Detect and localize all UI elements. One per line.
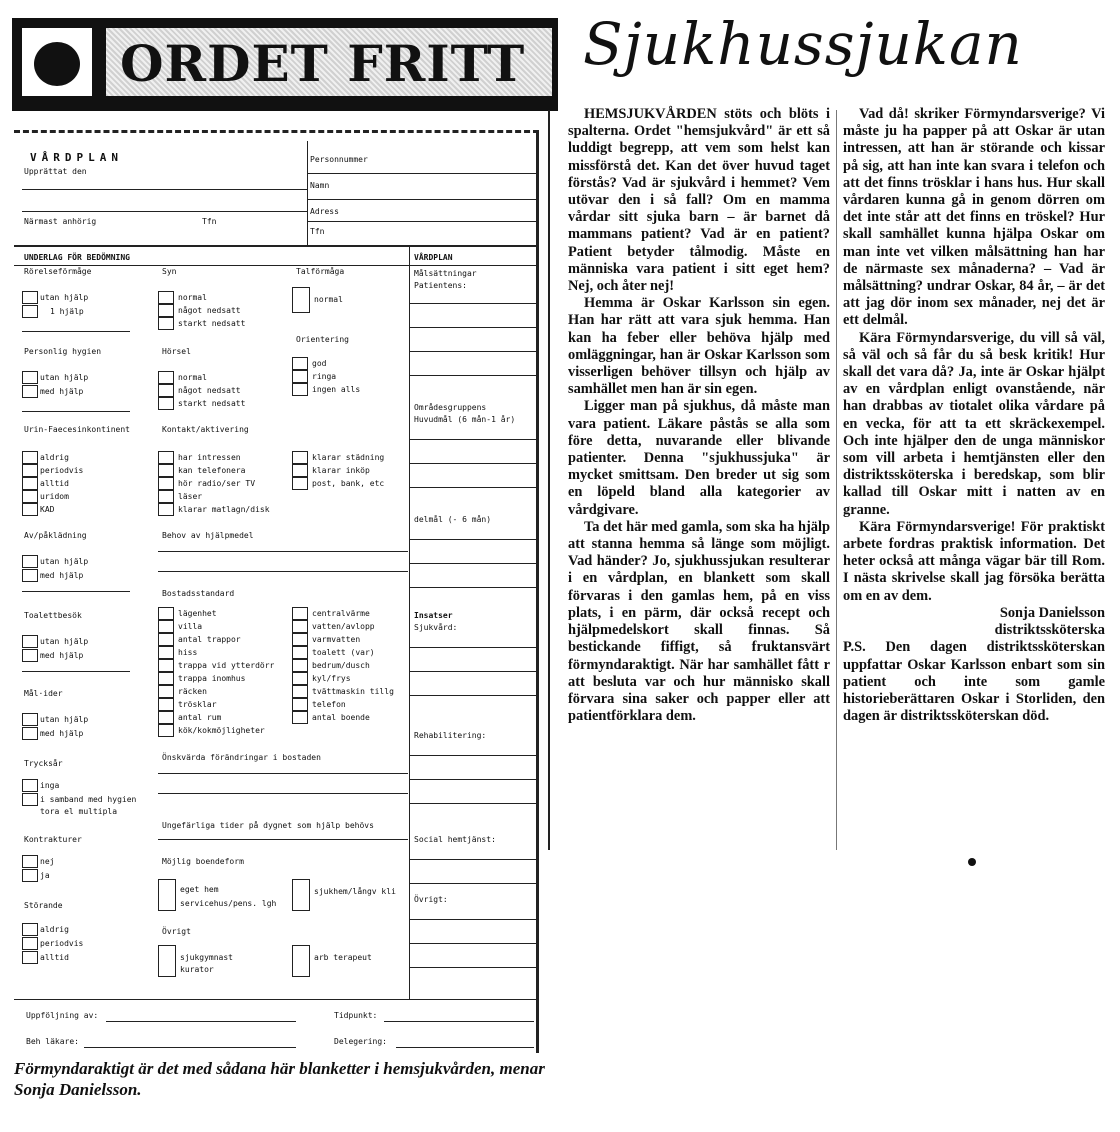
checkbox[interactable] [158,451,174,464]
checkbox[interactable] [158,711,174,724]
form-option: eget hem [180,885,219,894]
care-plan-form [14,130,539,1053]
form-heading-paklad: Av/påklädning [24,531,87,540]
signature-title: distriktssköterska [994,622,1105,639]
form-option: trappa vid ytterdörr [178,661,275,670]
form-option: periodvis [40,939,84,948]
form-option: kök/kokmöjligheter [178,726,265,735]
article-headline: Sjukhussjukan [583,10,1023,78]
form-option: utan hjälp [40,557,89,566]
article-postscript: P.S. Den dagen distriktssköterskan uppfattar Oskar Karlsson enbart som sin patient och inte som gamle historieberättaren Oskar i Storliden, den dagen är distriktssköterskan död. [843,639,1105,725]
form-option: med hjälp [40,571,84,580]
form-heading-onskvarda: Önskvärda förändringar i bostaden [162,753,321,762]
checkbox[interactable] [292,607,308,620]
checkbox[interactable] [158,490,174,503]
form-heading-ungefar: Ungefärliga tider på dygnet som hjälp behövs [162,821,374,830]
form-heading-syn: Syn [162,267,177,276]
form-vardplan-heading: VÅRDPLAN [414,253,453,262]
form-option: antal trappor [178,635,241,644]
checkbox[interactable] [158,620,174,633]
form-option: telefon [312,700,346,709]
checkbox[interactable] [22,371,38,384]
article-column-2 [843,106,1105,725]
form-option: varmvatten [312,635,361,644]
form-option: kyl/frys [312,674,351,683]
checkbox[interactable] [158,633,174,646]
checkbox[interactable] [22,937,38,950]
form-label-social: Social hemtjänst: [414,835,496,844]
checkbox[interactable] [158,698,174,711]
article-column-1 [568,106,830,725]
checkbox[interactable] [22,503,38,516]
checkbox[interactable] [292,711,308,724]
form-option: aldrig [40,453,69,462]
form-label-namn: Namn [310,181,330,190]
form-option: periodvis [40,466,84,475]
checkbox[interactable] [292,633,308,646]
form-option: klarar matlagn/disk [178,505,270,514]
form-option: normal [314,295,343,304]
form-option: klarar inköp [312,466,370,475]
checkbox[interactable] [292,672,308,685]
form-option: antal boende [312,713,370,722]
checkbox[interactable] [292,620,308,633]
form-label-rehabilitering: Rehabilitering: [414,731,487,740]
checkbox[interactable] [292,685,308,698]
form-caption: Förmyndaraktigt är det med sådana här blanketter i hemsjukvården, menar Sonja Danielsson. [14,1059,545,1099]
checkbox[interactable] [292,383,308,396]
checkbox[interactable] [22,635,38,648]
form-label-huvudmal: Huvudmål (6 mån-1 år) [414,415,516,424]
form-option: har intressen [178,453,241,462]
checkbox[interactable] [292,945,310,977]
form-option: ringa [312,372,337,381]
section-header-title-box [104,26,554,98]
form-heading-ovrigt: Övrigt [162,927,191,936]
form-option: alltid [40,479,69,488]
checkbox[interactable] [22,464,38,477]
article-paragraph: Kära Förmyndarsverige, du vill så väl, så väl och så får du så besk kritik! Hur skall det vara då? Ja, inte är Oskar hjälpt av en vårdplan enligt ovanstående, när han drabbas av tiotalet olika vårdare på en vecka, för att ta ett skräckexempel. Och inte hjälper den de unga människor som vill arbeta i hemtjänsten eller den distriktssköterska i beredskap, som blir kallad till Oskar mitt i natten av en granne. [843,329,1105,518]
form-option: starkt nedsatt [178,319,246,328]
form-option: villa [178,622,203,631]
form-heading-bostad: Bostadsstandard [162,589,235,598]
checkbox[interactable] [158,317,174,330]
section-title: ORDET FRITT [120,34,526,93]
form-option: med hjälp [40,651,84,660]
checkbox[interactable] [22,713,38,726]
article-paragraph: Kära Förmyndarsverige! För praktiskt arbete fordras praktisk information. Det heter också att många vägar bär till Rom. I nästa skrivelse skall jag försöka berätta om en av dem. [843,518,1105,604]
form-heading-mojlig: Möjlig boendeform [162,857,244,866]
form-option: vatten/avlopp [312,622,375,631]
form-option: centralvärme [312,609,370,618]
form-option: något nedsatt [178,386,241,395]
form-label-ovrigt4: Övrigt: [414,895,448,904]
bullet-circle-icon [34,42,80,86]
checkbox[interactable] [22,385,38,398]
form-option: lägenhet [178,609,217,618]
form-heading-hygien: Personlig hygien [24,347,102,356]
form-option: ingen alls [312,385,361,394]
form-option: trösklar [178,700,217,709]
form-option: uridom [40,492,69,501]
form-label-uppfoljning: Uppföljning av: [26,1011,99,1020]
form-option: klarar städning [312,453,385,462]
form-label-adress: Adress [310,207,339,216]
checkbox[interactable] [292,477,308,490]
checkbox[interactable] [22,477,38,490]
form-heading-toalett: Toalettbesök [24,611,82,620]
form-label-beh-lakare: Beh läkare: [26,1037,79,1046]
form-underlag-heading: UNDERLAG FÖR BEDÖMNING [24,253,130,262]
form-option: läser [178,492,203,501]
form-label-tfn: Tfn [202,217,217,226]
form-label-tfn2: Tfn [310,227,325,236]
checkbox[interactable] [22,451,38,464]
checkbox[interactable] [22,569,38,582]
checkbox[interactable] [158,945,176,977]
article-paragraph: Ligger man på sjukhus, då måste man vara patient. Läkare påstås se alla som före detta, nuvarande eller blivande patienter. Denna "sjukhussjuka" är mycket smittsam. Den breder ut sig som en löpeld bland alla kategorier av vårdgivare. [568,398,830,518]
checkbox[interactable] [158,397,174,410]
form-label-omradesgruppens: Områdesgruppens [414,403,487,412]
checkbox[interactable] [22,727,38,740]
form-label-personnummer: Personnummer [310,155,368,164]
form-heading-rorelse: Rörelseförmåge [24,267,92,276]
form-option: god [312,359,327,368]
checkbox[interactable] [22,951,38,964]
checkbox[interactable] [22,490,38,503]
form-option: aldrig [40,925,69,934]
form-option: ja [40,871,50,880]
form-option: sjukhem/långv kli [314,887,396,896]
form-label-tidpunkt: Tidpunkt: [334,1011,378,1020]
form-option: kurator [180,965,214,974]
form-heading-talformaga: Talförmåga [296,267,345,276]
form-option: med hjälp [40,387,84,396]
form-heading-behov: Behov av hjälpmedel [162,531,254,540]
checkbox[interactable] [292,646,308,659]
form-heading-kontakt: Kontakt/aktivering [162,425,249,434]
form-option: utan hjälp [40,715,89,724]
form-option: toalett (var) [312,648,375,657]
checkbox[interactable] [158,646,174,659]
form-option: nej [40,857,55,866]
form-option: antal rum [178,713,222,722]
checkbox[interactable] [292,370,308,383]
form-heading-inkontinent: Urin-Faecesinkontinent [24,425,130,434]
section-header-emblem [20,26,94,98]
form-option: med hjälp [40,729,84,738]
checkbox[interactable] [158,291,174,304]
checkbox[interactable] [158,659,174,672]
form-option: tvättmaskin tillg [312,687,394,696]
end-mark-icon [968,858,976,866]
checkbox[interactable] [158,384,174,397]
form-option: arb terapeut [314,953,372,962]
checkbox[interactable] [158,685,174,698]
form-option: tora el multipla [40,807,118,816]
form-option: kan telefonera [178,466,246,475]
form-option: normal [178,293,207,302]
column-divider [836,110,837,850]
checkbox[interactable] [292,659,308,672]
checkbox[interactable] [158,607,174,620]
checkbox[interactable] [292,698,308,711]
checkbox[interactable] [292,287,310,313]
form-option: räcken [178,687,207,696]
checkbox[interactable] [22,869,38,882]
checkbox[interactable] [22,649,38,662]
checkbox[interactable] [292,464,308,477]
form-option: utan hjälp [40,293,89,302]
checkbox[interactable] [22,855,38,868]
form-heading-kontrakturer: Kontrakturer [24,835,82,844]
form-option: inga [40,781,60,790]
checkbox[interactable] [158,371,174,384]
form-option: något nedsatt [178,306,241,315]
checkbox[interactable] [22,779,38,792]
form-label-upprattat: Upprättat den [24,167,87,176]
form-heading-trycksar: Trycksår [24,759,63,768]
checkbox[interactable] [22,923,38,936]
signature-name: Sonja Danielsson [999,604,1105,621]
checkbox[interactable] [292,357,308,370]
checkbox[interactable] [22,555,38,568]
form-option: 1 hjälp [50,307,84,316]
form-label-narmast: Närmast anhörig [24,217,97,226]
form-option: utan hjälp [40,373,89,382]
form-label-delmal: delmål (- 6 mån) [414,515,492,524]
checkbox[interactable] [158,503,174,516]
column-divider [548,110,550,850]
form-option: bedrum/dusch [312,661,370,670]
article-paragraph: HEMSJUKVÅRDEN stöts och blöts i spalterna. Ordet "hemsjukvård" är ett så luddigt begrepp, att vem som helst kan missförstå det. Kan det över huvud taget förstås? Vad är sjukvård i hemmet? Vem utövar den i så fall? Om en mamma vårdar sitt sjuka barn – är barnet då mammans patient? Vad är en patient? Patient betyder tålmodig. Måste en människa vara patient i sitt eget hem? Nej, och åter nej! [568,106,830,295]
checkbox[interactable] [158,879,176,911]
article-paragraph: Hemma är Oskar Karlsson sin egen. Han har rätt att vara sjuk hemma. Han kan ha feber eller behöva hjälp med omläggningar, han är Oskar Karlsson som visserligen behöver tillsyn och hjälp av samhället men han är sin egen. [568,295,830,398]
form-option: sjukgymnast [180,953,233,962]
form-label-patientens: Patientens: [414,281,467,290]
checkbox[interactable] [158,477,174,490]
checkbox[interactable] [292,451,308,464]
checkbox[interactable] [158,464,174,477]
article-paragraph: Ta det här med gamla, som ska ha hjälp att stanna hemma så länge som möjligt. Vad händer? Jo, sjukhussjukan resulterar i en vårdplan, en blankett som skall förvaras i den gamlas hem, på en viss plats, i en pärm, där också recept och hjälpmedelskort skall finnas. Så bestickande fiffigt, så fruktansvärt förmyndaraktigt. När har samhället fått r att besluta var och hur människo skall förvara sina saker och papper eller att patientförklara dem. [568,518,830,725]
form-option: normal [178,373,207,382]
checkbox[interactable] [22,793,38,806]
form-option: trappa inomhus [178,674,246,683]
checkbox[interactable] [158,304,174,317]
form-heading-orientering: Orientering [296,335,349,344]
form-option: hör radio/ser TV [178,479,256,488]
checkbox[interactable] [158,672,174,685]
form-heading-maltider: Mål·ider [24,689,63,698]
form-label-insatser: Insatser [414,611,453,620]
form-heading-storande: Störande [24,901,63,910]
checkbox[interactable] [158,724,174,737]
form-option: utan hjälp [40,637,89,646]
form-label-sjukvard: Sjukvård: [414,623,458,632]
form-option: i samband med hygien [40,795,137,804]
form-option: post, bank, etc [312,479,385,488]
form-label-delegering: Delegering: [334,1037,387,1046]
checkbox[interactable] [292,879,310,911]
form-option: alltid [40,953,69,962]
article-paragraph: Vad då! skriker Förmyndarsverige? Vi måste ju ha papper på att Oskar är utan intressen, att han är störande och kissar på sig, att han inte kan svara i telefon och att det finns trösklar i hans hus. Hur skall vårdaren kunna gå in genom dörren om det inte står att det finns en tröskel? Hur skall samhället kunna hjälpa Oskar om man inte vet vilken målsättning han har de närmaste sex månaderna? – Vad är målsättning? undrar Oskar, 84 år, – är det att jag dör inom sex månader, nej det är ett delmål. [843,106,1105,329]
form-option: starkt nedsatt [178,399,246,408]
form-option: servicehus/pens. lgh [180,899,277,908]
form-heading-horsel: Hörsel [162,347,191,356]
form-label-malsattningar: Målsättningar [414,269,477,278]
form-option: KAD [40,505,55,514]
form-title: VÅRDPLAN [30,151,123,164]
checkbox[interactable] [22,305,38,318]
checkbox[interactable] [22,291,38,304]
form-option: hiss [178,648,198,657]
